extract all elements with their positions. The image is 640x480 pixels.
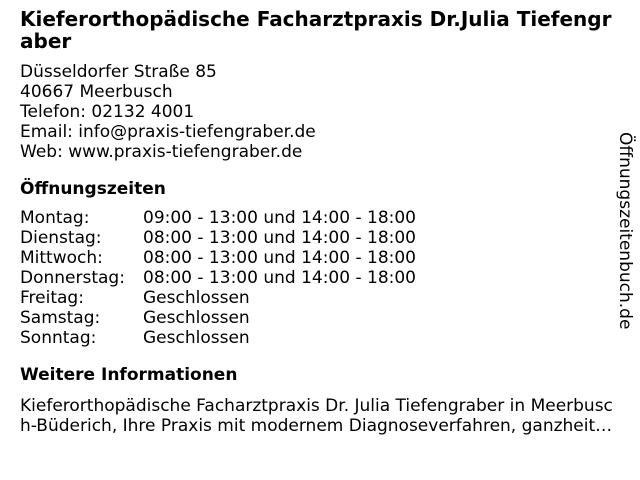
hours-row-friday bbox=[20, 288, 612, 308]
further-info-text bbox=[20, 396, 630, 436]
further-info-line: h-Büderich, Ihre Praxis mit modernem Diagnoseverfahren, ganzheit… bbox=[20, 416, 613, 436]
hours-time: 08:00 - 13:00 und 14:00 - 18:00 bbox=[143, 268, 416, 288]
opening-hours-table bbox=[20, 208, 612, 348]
hours-time: 08:00 - 13:00 und 14:00 - 18:00 bbox=[143, 248, 416, 268]
hours-day: Sonntag: bbox=[20, 328, 97, 348]
hours-row-saturday bbox=[20, 308, 612, 328]
hours-row-thursday bbox=[20, 268, 612, 288]
hours-time: Geschlossen bbox=[143, 308, 250, 328]
main-content bbox=[20, 8, 612, 436]
hours-day: Dienstag: bbox=[20, 228, 102, 248]
site-watermark-label: Öffnungszeitenbuch.de bbox=[615, 132, 635, 330]
email-address: Email: info@praxis-tiefengraber.de bbox=[20, 122, 316, 142]
hours-day: Samstag: bbox=[20, 308, 101, 328]
hours-day: Montag: bbox=[20, 208, 90, 228]
hours-time: 08:00 - 13:00 und 14:00 - 18:00 bbox=[143, 228, 416, 248]
hours-time: Geschlossen bbox=[143, 288, 250, 308]
further-info-heading: Weitere Informationen bbox=[20, 365, 238, 385]
hours-day: Donnerstag: bbox=[20, 268, 125, 288]
hours-time: Geschlossen bbox=[143, 328, 250, 348]
opening-hours-heading: Öffnungszeiten bbox=[20, 179, 166, 199]
address-block bbox=[20, 62, 612, 162]
hours-day: Mittwoch: bbox=[20, 248, 103, 268]
city-address: 40667 Meerbusch bbox=[20, 82, 173, 102]
hours-day: Freitag: bbox=[20, 288, 84, 308]
phone-number: Telefon: 02132 4001 bbox=[20, 102, 195, 122]
hours-row-monday bbox=[20, 208, 612, 228]
hours-row-tuesday bbox=[20, 228, 612, 248]
practice-title: Kieferorthopädische Facharztpraxis Dr.Julia Tiefengraber bbox=[20, 7, 612, 53]
further-info-line: Kieferorthopädische Facharztpraxis Dr. Julia Tiefengraber in Meerbusc bbox=[20, 396, 613, 416]
hours-time: 09:00 - 13:00 und 14:00 - 18:00 bbox=[143, 208, 416, 228]
hours-row-sunday bbox=[20, 328, 612, 348]
website-address: Web: www.praxis-tiefengraber.de bbox=[20, 142, 303, 162]
street-address: Düsseldorfer Straße 85 bbox=[20, 62, 217, 82]
hours-row-wednesday bbox=[20, 248, 612, 268]
